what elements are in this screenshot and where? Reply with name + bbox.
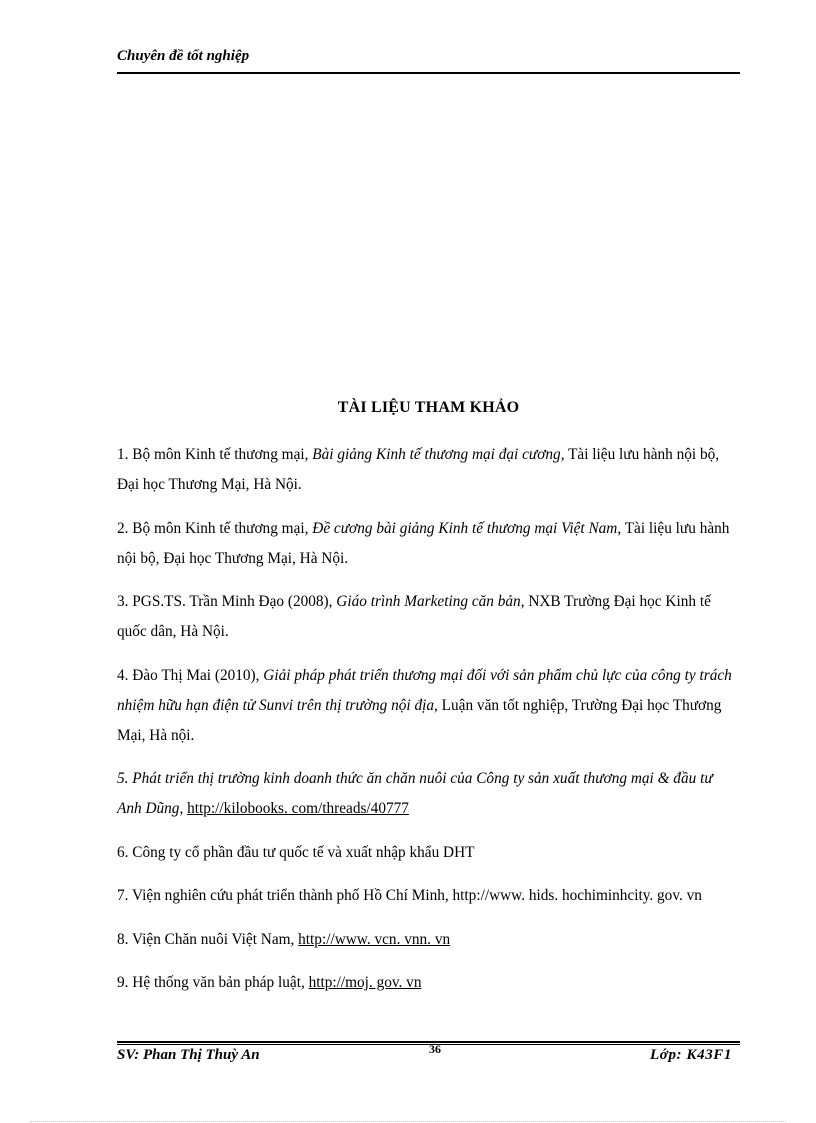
reference-link[interactable]: http://moj. gov. vn	[308, 974, 422, 991]
section-title: TÀI LIỆU THAM KHẢO	[337, 399, 520, 416]
page-edge	[30, 1121, 786, 1122]
reference-item: 1. Bộ môn Kinh tế thương mại, Bài giảng Kinh tế thương mại đại cương, Tài liệu lưu hành nội bộ, Đại học Thương Mại, Hà Nội.	[117, 446, 720, 493]
reference-link[interactable]: http://kilobooks. com/threads/40777	[187, 800, 409, 817]
running-header: Chuyên đề tốt nghiệp	[117, 48, 250, 64]
reference-list	[117, 440, 740, 1012]
footer-student-name: SV: Phan Thị Thuỳ An	[117, 1047, 260, 1063]
reference-item: 9. Hệ thống văn bản pháp luật, http://moj. gov. vn	[117, 974, 422, 991]
page-number: 36	[429, 1042, 441, 1056]
reference-item: 6. Công ty cổ phần đầu tư quốc tế và xuất nhập khẩu DHT	[117, 843, 475, 861]
reference-item: 7. Viện nghiên cứu phát triển thành phố Hồ Chí Minh, http://www. hids. hochiminhcity. gov. vn	[117, 887, 702, 904]
header-rule	[117, 72, 740, 74]
reference-item: 2. Bộ môn Kinh tế thương mại, Đề cương bài giảng Kinh tế thương mại Việt Nam, Tài liệu lưu hành nội bộ, Đại học Thương Mại, Hà Nội.	[117, 519, 730, 567]
reference-item: 5. Phát triển thị trường kinh doanh thức ăn chăn nuôi của Công ty sản xuất thương mại & đầu tư Anh Dũng, http://kilobooks. com/threads/40777	[117, 770, 713, 817]
reference-item: 3. PGS.TS. Trần Minh Đạo (2008), Giáo trình Marketing căn bản, NXB Trường Đại học Kinh tế quốc dân, Hà Nội.	[117, 593, 711, 640]
footer-class: Lớp: K43F1	[650, 1047, 732, 1063]
reference-link[interactable]: http://www. vcn. vnn. vn	[298, 930, 451, 948]
reference-item: 4. Đào Thị Mai (2010), Giải pháp phát triển thương mại đối với sản phẩm chủ lực của công ty trách nhiệm hữu hạn điện tử Sunvi trên thị trường nội địa, Luận văn tốt nghiệp, Trường Đại học Thương Mại, Hà nội.	[117, 666, 732, 744]
reference-item: 8. Viện Chăn nuôi Việt Nam, http://www. vcn. vnn. vn	[117, 930, 451, 948]
